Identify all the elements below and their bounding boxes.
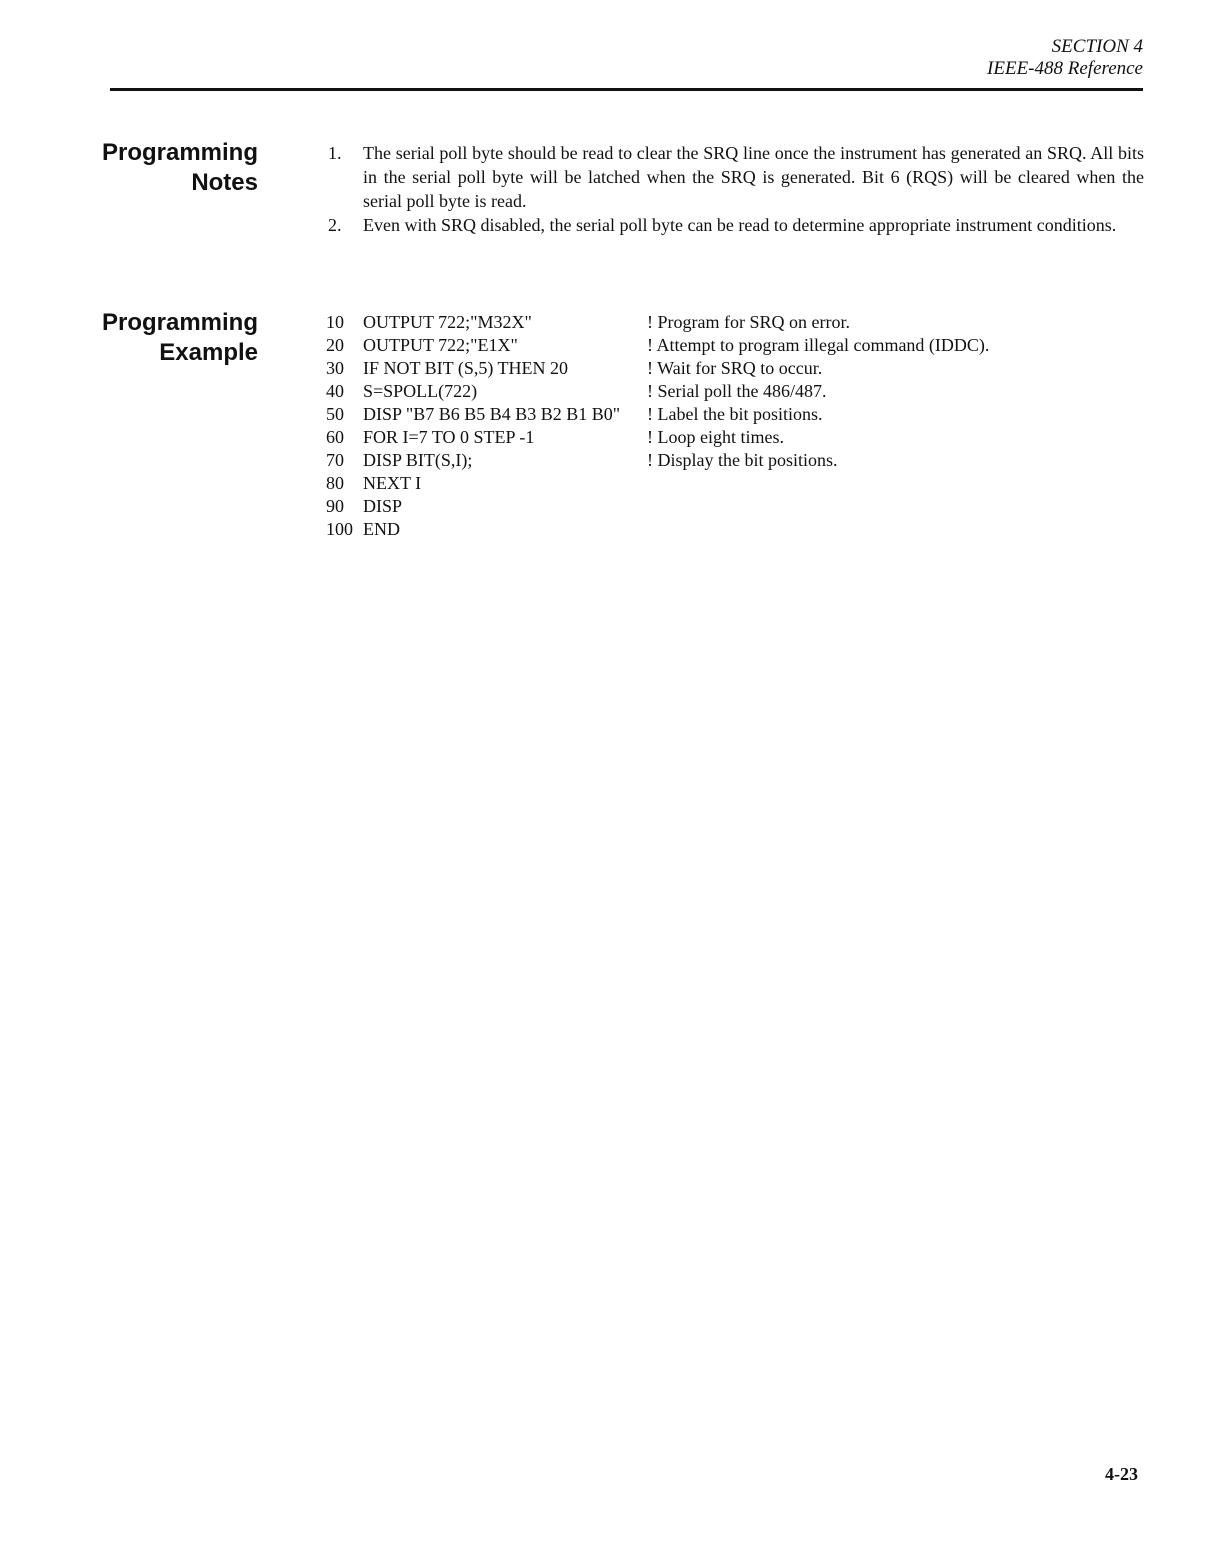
line-number: 100 xyxy=(326,519,353,539)
code-line xyxy=(326,311,989,334)
code-line xyxy=(326,403,989,426)
programming-example-heading xyxy=(60,308,258,368)
code-comment: ! Serial poll the 486/487. xyxy=(647,381,827,401)
code-statement: FOR I=7 TO 0 STEP -1 xyxy=(363,427,535,447)
code-comment: ! Display the bit positions. xyxy=(647,450,838,470)
code-line xyxy=(326,426,989,449)
code-comment: ! Loop eight times. xyxy=(647,427,784,447)
code-line xyxy=(326,380,989,403)
code-line xyxy=(326,449,989,472)
programming-notes-list xyxy=(322,141,1144,237)
code-statement: OUTPUT 722;"M32X" xyxy=(363,312,532,332)
section-label: SECTION 4 xyxy=(1051,36,1143,57)
code-statement: DISP "B7 B6 B5 B4 B3 B2 B1 B0" xyxy=(363,404,621,424)
code-line xyxy=(326,334,989,357)
code-statement: OUTPUT 722;"E1X" xyxy=(363,335,518,355)
heading-line: Notes xyxy=(191,169,258,196)
code-comment: ! Wait for SRQ to occur. xyxy=(647,358,823,378)
heading-line: Programming xyxy=(101,309,258,336)
line-number: 80 xyxy=(326,473,344,493)
header-rule xyxy=(110,88,1143,91)
code-statement: NEXT I xyxy=(363,473,422,493)
code-line xyxy=(326,518,989,541)
code-comment: ! Program for SRQ on error. xyxy=(647,312,850,332)
code-line xyxy=(326,357,989,380)
section-subtitle: IEEE-488 Reference xyxy=(987,58,1143,79)
line-number: 60 xyxy=(326,427,344,447)
page-number: 4-23 xyxy=(1105,1464,1138,1484)
line-number: 20 xyxy=(326,335,344,355)
note-item xyxy=(322,213,1144,237)
note-number: 2. xyxy=(328,215,342,235)
code-statement: S=SPOLL(722) xyxy=(363,381,478,401)
code-line xyxy=(326,472,989,495)
code-statement: DISP xyxy=(363,496,403,516)
programming-example-code xyxy=(326,311,989,541)
programming-notes-heading xyxy=(60,138,258,198)
line-number: 30 xyxy=(326,358,344,378)
line-number: 50 xyxy=(326,404,344,424)
line-number: 70 xyxy=(326,450,344,470)
code-comment: ! Attempt to program illegal command (IDDC). xyxy=(647,335,990,355)
heading-line: Example xyxy=(159,339,258,366)
code-statement: IF NOT BIT (S,5) THEN 20 xyxy=(363,358,569,378)
line-number: 10 xyxy=(326,312,344,332)
code-comment: ! Label the bit positions. xyxy=(647,404,823,424)
note-text: The serial poll byte should be read to clear the SRQ line once the instrument has generated an SRQ. All bits in the serial poll byte will be latched when the SRQ is generated. Bit 6 (RQS) will be cleared when the serial poll byte is read. xyxy=(363,143,1144,211)
heading-line: Programming xyxy=(101,139,258,166)
code-statement: END xyxy=(363,519,400,539)
note-number: 1. xyxy=(328,143,342,163)
running-head xyxy=(987,36,1143,80)
code-line xyxy=(326,495,989,518)
line-number: 40 xyxy=(326,381,344,401)
code-statement: DISP BIT(S,I); xyxy=(363,450,473,470)
line-number: 90 xyxy=(326,496,344,516)
note-item xyxy=(322,141,1144,213)
note-text: Even with SRQ disabled, the serial poll byte can be read to determine appropriate instrument conditions. xyxy=(363,215,1117,235)
